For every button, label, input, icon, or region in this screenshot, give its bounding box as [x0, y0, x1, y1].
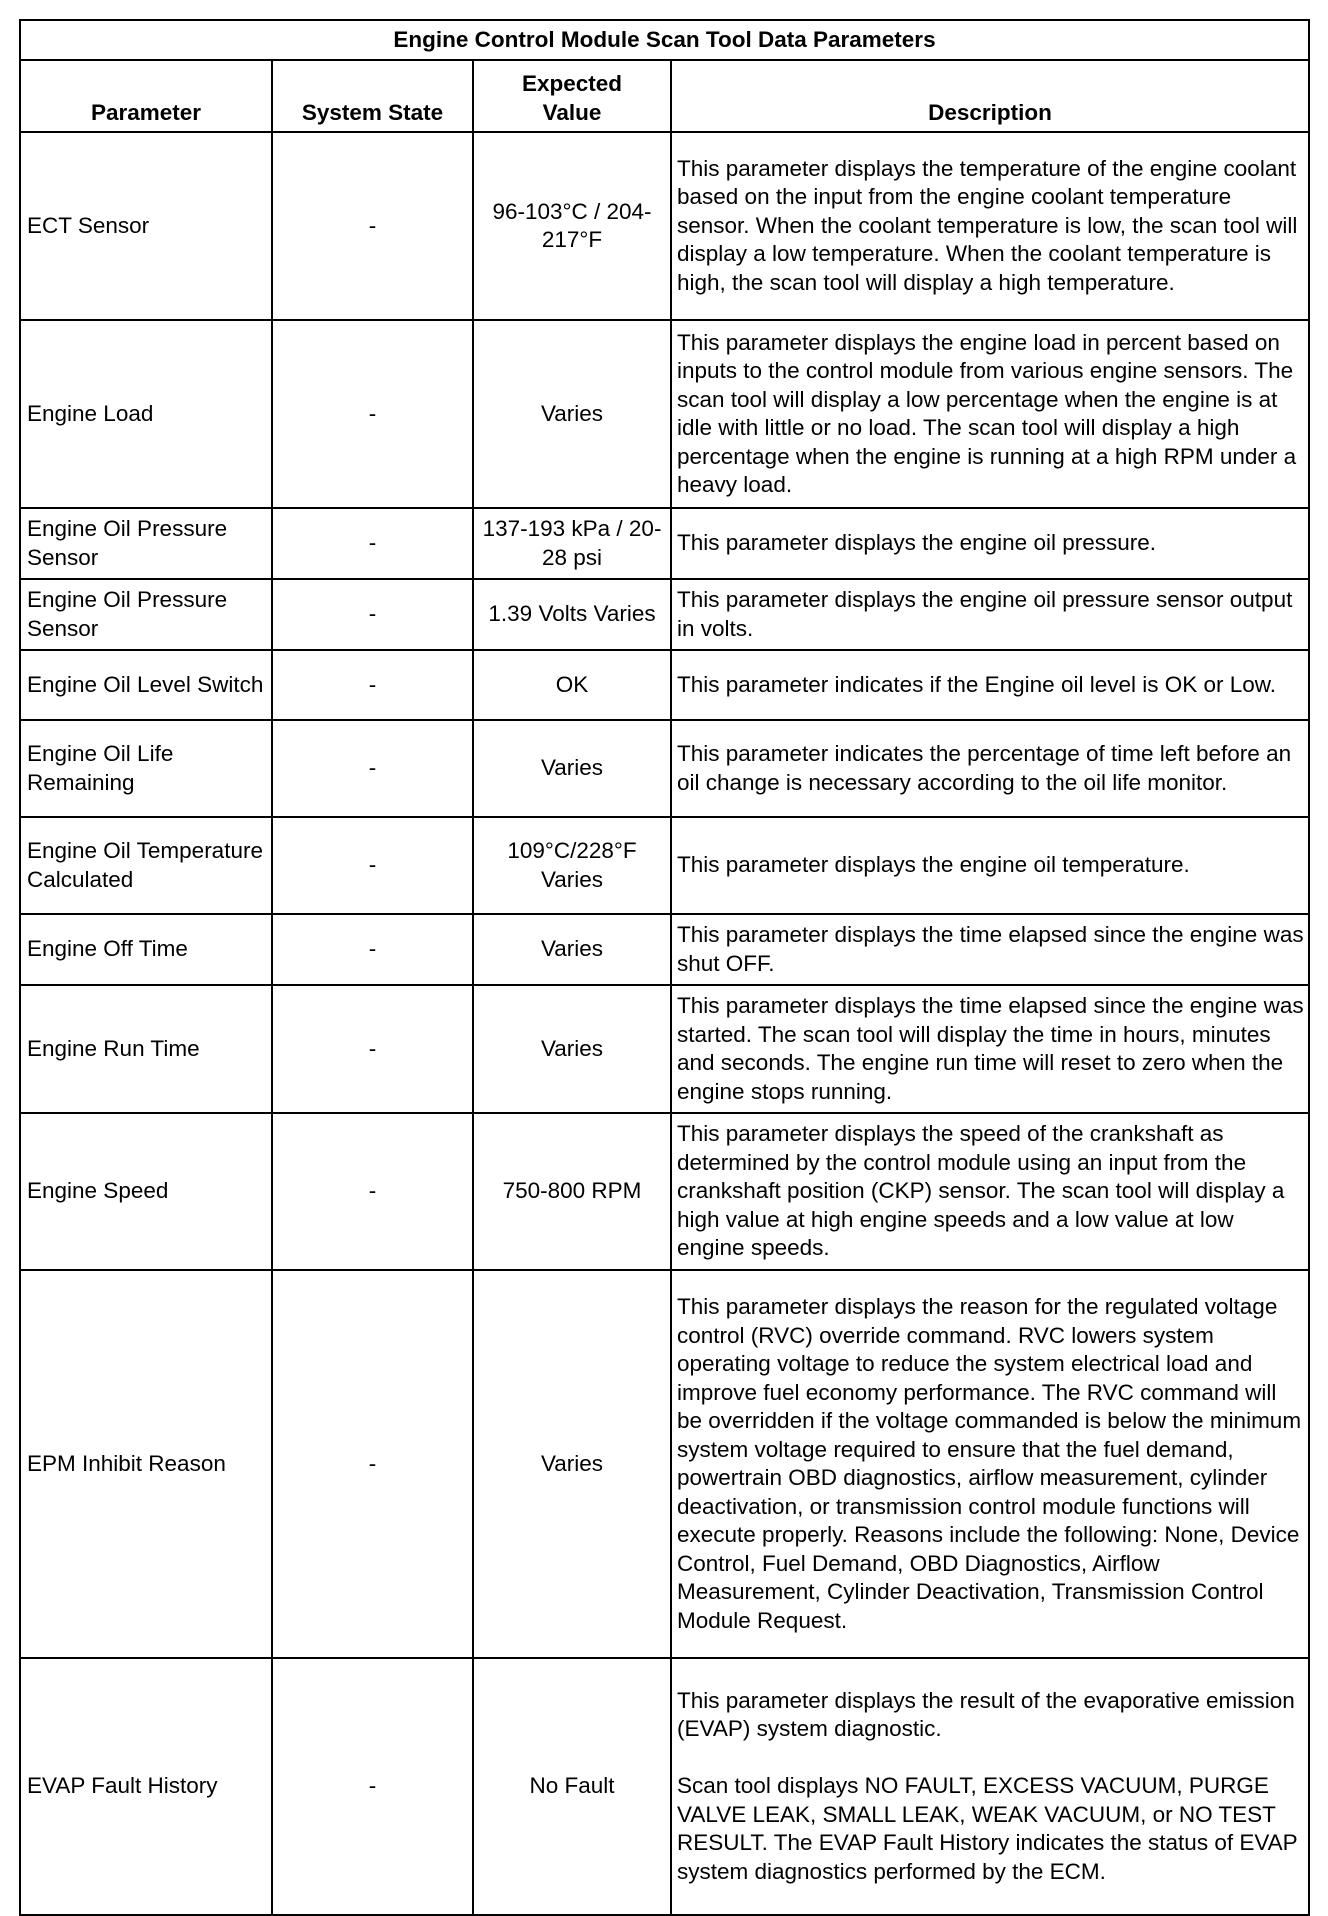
- header-parameter: Parameter: [20, 60, 272, 132]
- table-row: [20, 720, 1309, 817]
- system-state-cell: -: [272, 914, 473, 985]
- description-cell: This parameter displays the engine oil pressure sensor output in volts.: [671, 579, 1309, 650]
- system-state-cell: -: [272, 817, 473, 914]
- description-cell: This parameter displays the time elapsed since the engine was started. The scan tool will display the time in hours, minutes and seconds. The engine run time will reset to zero when the engine stops running.: [671, 985, 1309, 1113]
- system-state-cell: -: [272, 720, 473, 817]
- parameter-cell: Engine Off Time: [20, 914, 272, 985]
- description-paragraph: This parameter displays the result of the evaporative emission (EVAP) system diagnostic.: [677, 1687, 1295, 1742]
- expected-value-cell: 1.39 Volts Varies: [473, 579, 671, 650]
- scan-tool-data-table: [19, 19, 1310, 1916]
- table-title: Engine Control Module Scan Tool Data Parameters: [20, 20, 1309, 60]
- system-state-cell: -: [272, 508, 473, 579]
- description-cell: This parameter displays the engine load in percent based on inputs to the control module from various engine sensors. The scan tool will display a low percentage when the engine is at idle with little or no load. The scan tool will display a high percentage when the engine is running at a high RPM under a heavy load.: [671, 320, 1309, 508]
- table-row: [20, 1113, 1309, 1270]
- description-cell: This parameter displays the temperature of the engine coolant based on the input from the engine coolant temperature sensor. When the coolant temperature is low, the scan tool will display a low temperature. When the coolant temperature is high, the scan tool will display a high temperature.: [671, 132, 1309, 320]
- expected-value-cell: OK: [473, 650, 671, 720]
- parameter-cell: Engine Oil Level Switch: [20, 650, 272, 720]
- parameter-cell: Engine Oil Pressure Sensor: [20, 508, 272, 579]
- expected-value-cell: 109°C/228°F Varies: [473, 817, 671, 914]
- description-cell: This parameter indicates the percentage of time left before an oil change is necessary according to the oil life monitor.: [671, 720, 1309, 817]
- header-row: [20, 60, 1309, 132]
- system-state-cell: -: [272, 132, 473, 320]
- expected-value-cell: Varies: [473, 720, 671, 817]
- table-row: [20, 1270, 1309, 1658]
- expected-value-cell: 137-193 kPa / 20-28 psi: [473, 508, 671, 579]
- expected-value-cell: Varies: [473, 985, 671, 1113]
- system-state-cell: -: [272, 1658, 473, 1915]
- table-row: [20, 650, 1309, 720]
- header-expected-value-line1: Expected: [521, 71, 623, 96]
- expected-value-cell: No Fault: [473, 1658, 671, 1915]
- paragraph-spacer: [677, 1744, 1304, 1773]
- system-state-cell: -: [272, 320, 473, 508]
- table-row: [20, 914, 1309, 985]
- system-state-cell: -: [272, 1270, 473, 1658]
- parameter-cell: Engine Speed: [20, 1113, 272, 1270]
- system-state-cell: -: [272, 1113, 473, 1270]
- table-row: [20, 579, 1309, 650]
- table-row: [20, 132, 1309, 320]
- table-row: [20, 985, 1309, 1113]
- parameter-cell: Engine Oil Life Remaining: [20, 720, 272, 817]
- system-state-cell: -: [272, 985, 473, 1113]
- table-row: [20, 817, 1309, 914]
- system-state-cell: -: [272, 579, 473, 650]
- header-description: Description: [671, 60, 1309, 132]
- parameter-cell: Engine Load: [20, 320, 272, 508]
- table-row: [20, 508, 1309, 579]
- expected-value-cell: Varies: [473, 914, 671, 985]
- expected-value-cell: Varies: [473, 320, 671, 508]
- system-state-cell: -: [272, 650, 473, 720]
- parameter-cell: ECT Sensor: [20, 132, 272, 320]
- description-cell: This parameter indicates if the Engine oil level is OK or Low.: [671, 650, 1309, 720]
- description-cell: This parameter displays the speed of the crankshaft as determined by the control module using an input from the crankshaft position (CKP) sensor. The scan tool will display a high value at high engine speeds and a low value at low engine speeds.: [671, 1113, 1309, 1270]
- parameter-cell: EVAP Fault History: [20, 1658, 272, 1915]
- description-paragraph: Scan tool displays NO FAULT, EXCESS VACUUM, PURGE VALVE LEAK, SMALL LEAK, WEAK VACUUM, or NO TEST RESULT. The EVAP Fault History indicates the status of EVAP system diagnostics performed by the ECM.: [677, 1773, 1298, 1884]
- table-row: [20, 1658, 1309, 1915]
- parameter-cell: Engine Oil Temperature Calculated: [20, 817, 272, 914]
- table-row: [20, 320, 1309, 508]
- description-cell: This parameter displays the reason for the regulated voltage control (RVC) override command. RVC lowers system operating voltage to reduce the system electrical load and improve fuel economy performance. The RVC command will be overridden if the voltage commanded is below the minimum system voltage required to ensure that the fuel demand, powertrain OBD diagnostics, airflow measurement, cylinder deactivation, or transmission control module functions will execute properly. Reasons include the following: None, Device Control, Fuel Demand, OBD Diagnostics, Airflow Measurement, Cylinder Deactivation, Transmission Control Module Request.: [671, 1270, 1309, 1658]
- header-expected-value-line2: Value: [542, 99, 602, 125]
- header-expected-value: [473, 60, 671, 132]
- expected-value-cell: Varies: [473, 1270, 671, 1658]
- parameter-cell: Engine Oil Pressure Sensor: [20, 579, 272, 650]
- description-cell: This parameter displays the engine oil pressure.: [671, 508, 1309, 579]
- document: [19, 19, 1308, 1916]
- header-system-state: System State: [272, 60, 473, 132]
- parameter-cell: Engine Run Time: [20, 985, 272, 1113]
- expected-value-cell: 96-103°C / 204-217°F: [473, 132, 671, 320]
- description-cell: [671, 1658, 1309, 1915]
- description-cell: This parameter displays the engine oil temperature.: [671, 817, 1309, 914]
- parameter-cell: EPM Inhibit Reason: [20, 1270, 272, 1658]
- description-cell: This parameter displays the time elapsed since the engine was shut OFF.: [671, 914, 1309, 985]
- expected-value-cell: 750-800 RPM: [473, 1113, 671, 1270]
